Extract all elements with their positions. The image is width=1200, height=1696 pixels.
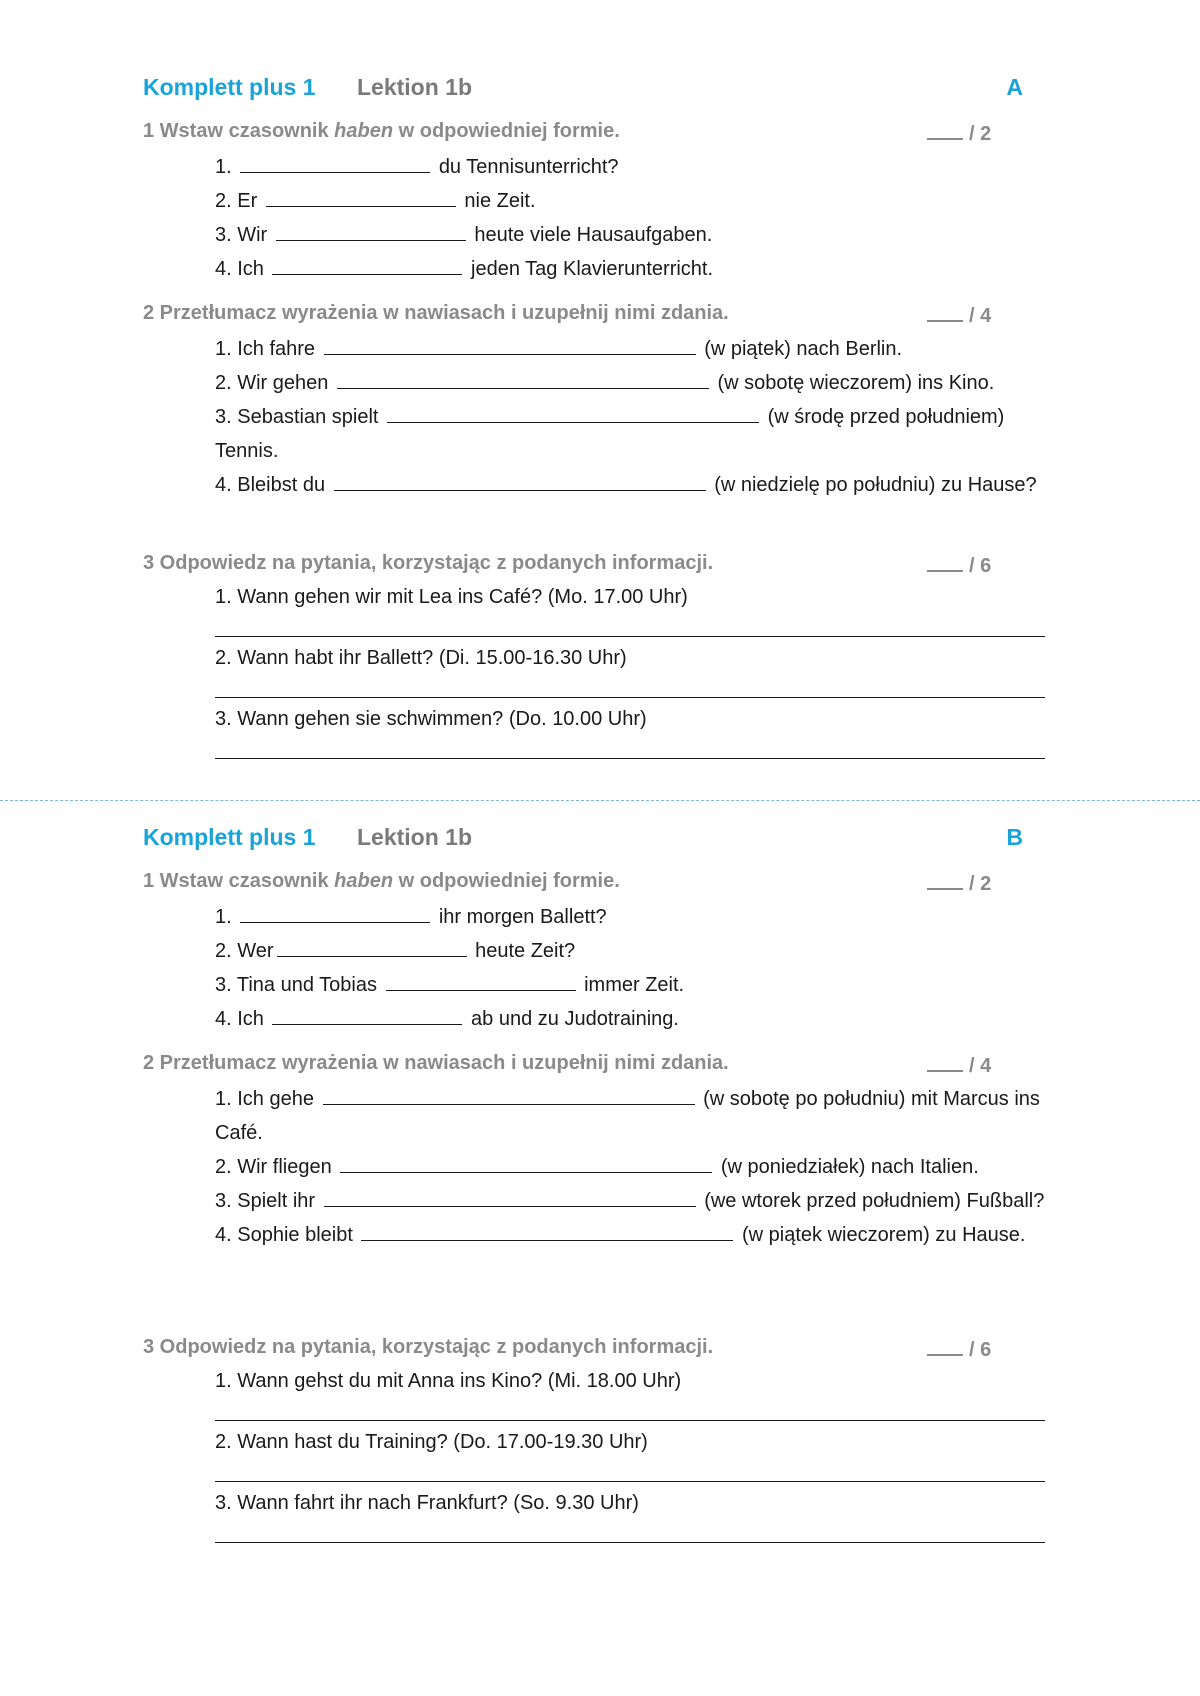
answer-blank[interactable] (324, 1186, 696, 1207)
score-blank[interactable] (927, 1052, 963, 1072)
task-1-score (927, 870, 991, 896)
exercise-line (215, 332, 1063, 366)
answer-blank[interactable] (277, 936, 467, 957)
line-start: 4. Ich (215, 1008, 264, 1030)
instruction-text-end: w odpowiedniej formie. (393, 870, 620, 892)
answer-blank[interactable] (240, 152, 430, 173)
instruction-verb: haben (334, 120, 394, 142)
line-start: 3. Spielt ihr (215, 1190, 316, 1212)
answer-blank[interactable] (386, 970, 576, 991)
exercise-line (215, 1218, 1065, 1252)
task-3-score (927, 1336, 991, 1362)
lesson-label: Lektion 1b (357, 74, 473, 100)
line-end: (w niedzielę po południu) zu Hause? (714, 474, 1037, 496)
score-max: / 2 (969, 123, 992, 145)
score-blank[interactable] (927, 1336, 963, 1356)
score-max: / 2 (969, 873, 992, 895)
exercise-line (215, 900, 1063, 934)
answer-line[interactable] (215, 1396, 1045, 1421)
answer-line[interactable] (215, 612, 1045, 637)
task-3-instruction (143, 552, 1063, 582)
line-end: (w poniedziałek) nach Italien. (720, 1156, 979, 1178)
question: 2. Wann hast du Training? (Do. 17.00-19.30 Uhr) (215, 1431, 648, 1453)
line-end: du Tennisunterricht? (438, 156, 619, 178)
answer-blank[interactable] (276, 220, 466, 241)
answer-blank[interactable] (334, 470, 706, 491)
course-title: Komplett plus 1 (143, 824, 316, 850)
task-2-instruction (143, 1052, 1063, 1082)
score-max: / 4 (969, 1055, 992, 1077)
exercise-line (215, 1150, 1063, 1184)
answer-line[interactable] (215, 673, 1045, 698)
line-start: 2. Wir gehen (215, 372, 329, 394)
question: 3. Wann gehen sie schwimmen? (Do. 10.00 Uhr) (215, 708, 647, 730)
answer-blank[interactable] (361, 1220, 733, 1241)
task-3-score (927, 552, 991, 578)
instruction-text: 2 Przetłumacz wyrażenia w nawiasach i uzupełnij nimi zdania. (143, 1052, 729, 1074)
task-2-score (927, 1052, 991, 1078)
answer-blank[interactable] (272, 1004, 462, 1025)
task-1 (143, 120, 1063, 286)
course-title: Komplett plus 1 (143, 74, 316, 100)
task-1-instruction (143, 870, 1063, 900)
task-3 (143, 1336, 1063, 1549)
question: 1. Wann gehen wir mit Lea ins Café? (Mo. 17.00 Uhr) (215, 586, 688, 608)
instruction-text: 3 Odpowiedz na pytania, korzystając z podanych informacji. (143, 1336, 714, 1358)
worksheet-header (143, 824, 1023, 858)
exercise-line (215, 968, 1063, 1002)
cut-line-divider (0, 800, 1200, 801)
line-start: 3. Sebastian spielt (215, 406, 379, 428)
answer-blank[interactable] (272, 254, 462, 275)
exercise-line (215, 934, 1063, 968)
line-end: (we wtorek przed południem) Fußball? (704, 1190, 1045, 1212)
instruction-text-start: 1 Wstaw czasownik (143, 870, 335, 892)
exercise-line (215, 1184, 1065, 1218)
line-start: 4. Sophie bleibt (215, 1224, 353, 1246)
line-start: 1. Ich fahre (215, 338, 316, 360)
line-start: 1. (215, 906, 232, 928)
instruction-text: 2 Przetłumacz wyrażenia w nawiasach i uzupełnij nimi zdania. (143, 302, 729, 324)
score-blank[interactable] (927, 870, 963, 890)
line-end: (w sobotę wieczorem) ins Kino. (717, 372, 995, 394)
exercise-line (215, 218, 1063, 252)
worksheet-header (143, 74, 1023, 108)
answer-line[interactable] (215, 1457, 1045, 1482)
answer-blank[interactable] (387, 402, 759, 423)
score-blank[interactable] (927, 120, 963, 140)
question: 2. Wann habt ihr Ballett? (Di. 15.00-16.30 Uhr) (215, 647, 627, 669)
task-2-instruction (143, 302, 1063, 332)
line-end: ihr morgen Ballett? (438, 906, 607, 928)
line-start: 1. (215, 156, 232, 178)
line-end: (w środę przed południem) Tennis. (215, 406, 1005, 462)
question: 3. Wann fahrt ihr nach Frankfurt? (So. 9.30 Uhr) (215, 1492, 639, 1514)
task-1 (143, 870, 1063, 1036)
line-start: 4. Bleibst du (215, 474, 326, 496)
line-end: jeden Tag Klavierunterricht. (471, 258, 714, 280)
variant-letter: A (1006, 74, 1023, 100)
variant-letter: B (1006, 824, 1023, 850)
line-start: 1. Ich gehe (215, 1088, 314, 1110)
line-end: (w piątek wieczorem) zu Hause. (742, 1224, 1026, 1246)
score-blank[interactable] (927, 552, 963, 572)
task-2 (143, 1052, 1063, 1252)
task-1-score (927, 120, 991, 146)
line-start: 3. Wir (215, 224, 268, 246)
task-2-score (927, 302, 991, 328)
task-3-instruction (143, 1336, 1063, 1366)
line-end: (w piątek) nach Berlin. (704, 338, 903, 360)
exercise-line (215, 366, 1063, 400)
exercise-line (215, 468, 1065, 502)
task-3 (143, 552, 1063, 765)
task-1-instruction (143, 120, 1063, 150)
instruction-text: 3 Odpowiedz na pytania, korzystając z podanych informacji. (143, 552, 714, 574)
exercise-line (215, 1082, 1065, 1150)
line-end: ab und zu Judotraining. (471, 1008, 679, 1030)
score-max: / 6 (969, 1339, 992, 1361)
line-end: immer Zeit. (584, 974, 685, 996)
answer-blank[interactable] (240, 902, 430, 923)
line-start: 2. Er (215, 190, 258, 212)
line-start: 2. Wer (215, 940, 274, 962)
line-end: nie Zeit. (464, 190, 536, 212)
answer-blank[interactable] (266, 186, 456, 207)
answer-blank[interactable] (324, 334, 696, 355)
exercise-line (215, 150, 1063, 184)
line-start: 4. Ich (215, 258, 264, 280)
answer-blank[interactable] (323, 1084, 695, 1105)
answer-line[interactable] (215, 734, 1045, 759)
score-blank[interactable] (927, 302, 963, 322)
answer-line[interactable] (215, 1518, 1045, 1543)
instruction-verb: haben (334, 870, 394, 892)
answer-blank[interactable] (337, 368, 709, 389)
exercise-line (215, 400, 1065, 468)
instruction-text-end: w odpowiedniej formie. (393, 120, 620, 142)
exercise-line (215, 1002, 1063, 1036)
line-end: (w sobotę po południu) mit Marcus ins Café. (215, 1088, 1040, 1144)
lesson-label: Lektion 1b (357, 824, 473, 850)
instruction-text-start: 1 Wstaw czasownik (143, 120, 335, 142)
line-end: heute viele Hausaufgaben. (474, 224, 713, 246)
line-start: 2. Wir fliegen (215, 1156, 332, 1178)
exercise-line (215, 252, 1063, 286)
score-max: / 4 (969, 305, 992, 327)
answer-blank[interactable] (340, 1152, 712, 1173)
exercise-line (215, 184, 1063, 218)
score-max: / 6 (969, 555, 992, 577)
line-start: 3. Tina und Tobias (215, 974, 377, 996)
line-end: heute Zeit? (475, 940, 576, 962)
task-2 (143, 302, 1063, 502)
question: 1. Wann gehst du mit Anna ins Kino? (Mi. 18.00 Uhr) (215, 1370, 682, 1392)
